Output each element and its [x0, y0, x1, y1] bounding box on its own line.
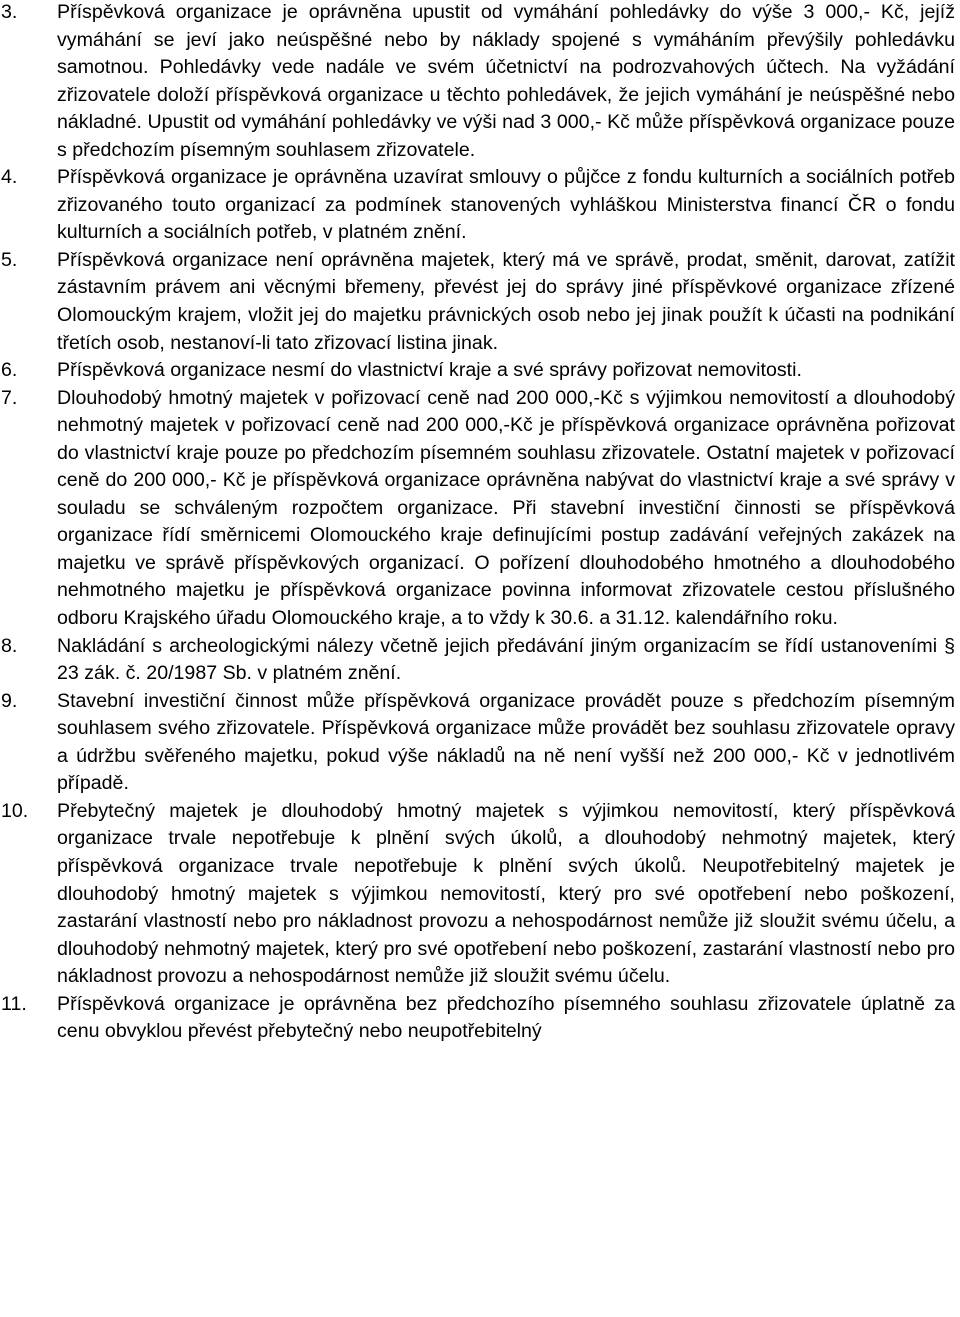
item-text: Příspěvková organizace není oprávněna majetek, který má ve správě, prodat, směnit, darovat, zatížit zástavním právem ani věcnými břemeny, převést jej do správy jiné příspěvkové organizace zřízené Olomouckým krajem, vložit jej do majetku právnických osob nebo jej jinak použít k účasti na podnikání třetích osob, nestanoví-li tato zřizovací listina jinak. — [57, 248, 955, 354]
item-number: 5. — [1, 248, 18, 271]
item-text: Dlouhodobý hmotný majetek v pořizovací ceně nad 200 000,-Kč s výjimkou nemovitostí a dlouhodobý nehmotný majetek v pořizovací ceně nad 200 000,-Kč je příspěvková organizace oprávněna pořizovat do vlastnictví kraje pouze po předchozím písemném souhlasu zřizovatele. Ostatní majetek v pořizovací ceně do 200 000,- Kč je příspěvková organizace oprávněna nabývat do vlastnictví kraje a své správy v souladu se schváleným rozpočtem organizace. Při stavební investiční činnosti se příspěvková organizace řídí směrnicemi Olomouckého kraje definujícími postup zadávání veřejných zakázek na majetku ve správě příspěvkových organizací. O pořízení dlouhodobého hmotného a dlouhodobého nehmotného majetku je příspěvková organizace povinna informovat zřizovatele cestou příslušného odboru Krajského úřadu Olomouckého kraje, a to vždy k 30.6. a 31.12. kalendářního roku. — [57, 386, 955, 630]
list-item-6 — [0, 357, 960, 385]
item-text: Přebytečný majetek je dlouhodobý hmotný majetek s výjimkou nemovitostí, který příspěvková organizace trvale nepotřebuje k plnění svých úkolů, a dlouhodobý nehmotný majetek, který příspěvková organizace trvale nepotřebuje k plnění svých úkolů. Neupotřebitelný majetek je dlouhodobý hmotný majetek s výjimkou nemovitostí, který pro své opotřebení nebo poškození, zastarání vlastností nebo pro nákladnost provozu a nehospodárnost nemůže již sloužit svému účelu, a dlouhodobý nehmotný majetek, který pro své opotřebení nebo poškození, zastarání vlastností nebo pro nákladnost provozu a nehospodárnost nemůže již sloužit svému účelu. — [57, 799, 955, 988]
list-item-9 — [0, 688, 960, 798]
item-text: Stavební investiční činnost může příspěvková organizace provádět pouze s předchozím písemným souhlasem svého zřizovatele. Příspěvková organizace může provádět bez souhlasu zřizovatele opravy a údržbu svěřeného majetku, pokud výše nákladů na ně není vyšší než 200 000,- Kč v jednotlivém případě. — [57, 689, 955, 795]
list-item-10 — [0, 798, 960, 991]
item-number: 7. — [1, 386, 18, 409]
item-number: 9. — [1, 689, 18, 712]
item-text: Příspěvková organizace je oprávněna bez předchozího písemného souhlasu zřizovatele úplatně za cenu obvyklou převést přebytečný nebo neupotřebitelný — [57, 992, 955, 1043]
list-item-5 — [0, 247, 960, 357]
item-number: 10. — [1, 799, 29, 822]
item-text: Příspěvková organizace je oprávněna uzavírat smlouvy o půjčce z fondu kulturních a sociálních potřeb zřizovaného touto organizací za podmínek stanovených vyhláškou Ministerstva financí ČR o fondu kulturních a sociálních potřeb, v platném znění. — [57, 166, 955, 244]
item-number: 4. — [1, 166, 18, 189]
item-number: 11. — [1, 992, 27, 1015]
item-number: 6. — [1, 359, 18, 382]
list-item-11 — [0, 991, 960, 1046]
list-item-4 — [0, 164, 960, 247]
list-item-7 — [0, 385, 960, 633]
item-number: 3. — [1, 1, 18, 23]
list-item-8 — [0, 633, 960, 688]
item-text: Nakládání s archeologickými nálezy včetně jejich předávání jiným organizacím se řídí ustanoveními § 23 zák. č. 20/1987 Sb. v platném znění. — [57, 634, 955, 685]
item-text: Příspěvková organizace je oprávněna upustit od vymáhání pohledávky do výše 3 000,- Kč, jejíž vymáhání se jeví jako neúspěšné nebo by náklady spojené s vymáháním převýšily pohledávku samotnou. Pohledávky vede nadále ve svém účetnictví na podrozvahových účtech. Na vyžádání zřizovatele doloží příspěvková organizace u těchto pohledávek, že jejich vymáhání je neúspěšné nebo nákladné. Upustit od vymáhání pohledávky ve výši nad 3 000,- Kč může příspěvková organizace pouze s předchozím písemným souhlasem zřizovatele. — [57, 1, 955, 161]
item-number: 8. — [1, 634, 18, 657]
item-text: Příspěvková organizace nesmí do vlastnictví kraje a své správy pořizovat nemovitosti. — [57, 359, 802, 382]
list-item-3 — [0, 0, 960, 164]
